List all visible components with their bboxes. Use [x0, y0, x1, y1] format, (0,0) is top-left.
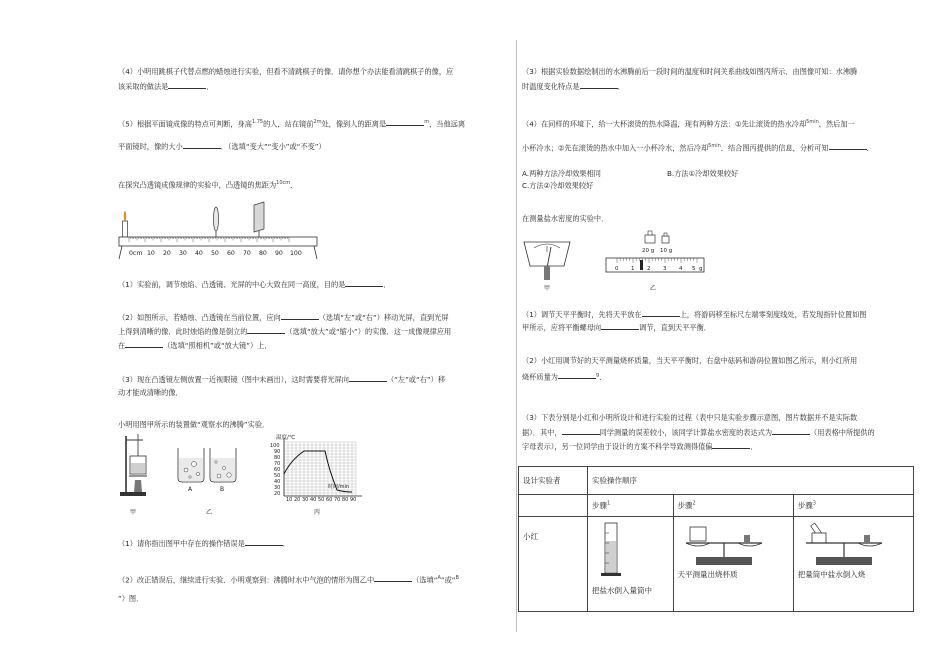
answer-blank[interactable]: [247, 325, 285, 334]
balance-with-beaker-icon: [682, 521, 766, 567]
beaker-label-b: B: [220, 486, 225, 493]
answer-blank[interactable]: [386, 117, 424, 126]
pouring-balance-icon: [802, 521, 886, 567]
xtick-80: 80: [342, 497, 349, 503]
salt-q3-line1: （3）下表分别是小红和小明所设计和进行实验的过程（表中只是实验步骤示意图，图片数据并不是实际数: [522, 413, 858, 422]
salt-intro: 在测量盐水密度的实验中．: [522, 214, 609, 223]
empty-cell: [519, 495, 588, 517]
ruler-label-100: 100: [290, 250, 302, 257]
lens: [213, 207, 218, 237]
xtick-60: 60: [326, 497, 333, 503]
answer-blank[interactable]: [183, 140, 221, 149]
ruler-label-70: 70: [243, 250, 251, 257]
fig-label-yi: 乙: [650, 285, 657, 292]
salt-q2-line2: 烧杯质量为 $^g$．: [522, 372, 607, 382]
rider: [640, 260, 643, 270]
step1-caption: 把盐水倒入量筒中: [592, 586, 652, 595]
beaker-a: [178, 448, 204, 482]
ytick-40: 40: [274, 479, 281, 485]
temperature-graph: [284, 438, 362, 496]
stand-apparatus: [120, 434, 147, 496]
left-q5-line2: 平面镜时，像的大小 ．（选填“变大”“变小”或“不变”）: [118, 142, 326, 151]
salt-q2-line1: （2）小红用调节好的天平测量烧杯质量，当天平平衡时，右盘中砝码和游码位置如图乙所示，则小红所用: [522, 356, 858, 365]
lens-q3-line2: 动才能成清晰的像．: [118, 388, 183, 397]
answer-blank[interactable]: [281, 311, 319, 320]
step-2: 步骤$^2$: [673, 495, 793, 517]
ruler-label-60: 60: [227, 250, 235, 257]
ruler-label-10: 10: [147, 250, 155, 257]
rider-scale: [606, 258, 704, 272]
boil-q2-line2: ”）图．: [118, 594, 144, 603]
scale-label-4: 4: [679, 266, 683, 272]
answer-blank[interactable]: [558, 370, 596, 379]
right-q4-line2: 小杯冷水；②先在滚烫的热水中加入一小杯冷水，然后冷却$^{5min}$．结合图丙提供的信息，分析可知 ．: [522, 143, 874, 153]
ytick-90: 90: [274, 449, 281, 455]
ruler-label-0: 0cm: [129, 250, 143, 257]
table-row: [519, 517, 914, 612]
scale-label-5: 5: [692, 266, 696, 272]
beaker-b: [210, 448, 236, 482]
balance-dial: [524, 242, 570, 280]
answer-blank[interactable]: [601, 321, 639, 330]
balance-figure: [520, 226, 720, 292]
salt-q3-line3: 字母表示），另一位同学由于设计的方案不科学导致测得值偏 ．: [522, 442, 758, 451]
ruler-label-40: 40: [195, 250, 203, 257]
left-q4-line2: 该采取的做法是 ．: [118, 82, 214, 91]
ytick-100: 100: [270, 443, 280, 449]
answer-blank[interactable]: [772, 426, 810, 435]
xtick-30: 30: [302, 497, 309, 503]
step1-cell: [588, 517, 674, 612]
xtick-40: 40: [310, 497, 317, 503]
xtick-90: 90: [350, 497, 357, 503]
step-1: 步骤$^1$: [588, 495, 674, 517]
optical-bench-figure: [116, 197, 322, 263]
xtick-20: 20: [294, 497, 301, 503]
header-designer: 设计实验者: [519, 467, 588, 495]
answer-blank[interactable]: [580, 80, 618, 89]
salt-q3-line2: 据）．其中， 同学测量的误差较小，该同学计算盐水密度的表达式为 （用表格中所提供的: [522, 428, 875, 437]
answer-blank[interactable]: [562, 426, 600, 435]
left-q5-line1: （5）根据平面镜成像的特点可判断，身高$^{1.75}$的人，站在镜前$^{2m}$处，像到人的距离是 $^m$，当他远离: [118, 119, 466, 129]
step3-cell: [793, 517, 913, 612]
ytick-70: 70: [274, 461, 281, 467]
graph-ytick-labels: [270, 443, 280, 497]
boiling-figure: [116, 430, 366, 516]
scale-label-2: 2: [647, 266, 651, 272]
lens-intro: 在探究凸透镜成像规律的实验中，凸透镜的焦距为$^{10cm}$．: [118, 180, 298, 190]
ruler-label-20: 20: [163, 250, 171, 257]
lens-q2-line1: （2）如图所示，若蜡烛、凸透镜在当前位置，应向 （选填“左”或“右”）移动光屏，直到光屏: [118, 313, 449, 322]
answer-blank[interactable]: [829, 141, 867, 150]
boil-q1: （1）请你指出图甲中存在的操作错误是 ．: [118, 539, 290, 548]
cylinder-icon: [596, 519, 626, 581]
weight-10g: [662, 233, 669, 243]
left-q4-line1: （4）小明用跳棋子代替点燃的蜡烛进行实验，但看不清跳棋子的像．请你想个办法能看清跳棋子的像，应: [118, 67, 454, 76]
ytick-50: 50: [274, 473, 281, 479]
weight-label-10g: 10 g: [660, 248, 673, 254]
xtick-70: 70: [334, 497, 341, 503]
step2-caption: 天平测量出烧杯质: [677, 570, 738, 579]
right-q4-line1: （4）在同样的环境下，给一大杯滚烫的热水降温，现有两种方法：①先让滚烫的热水冷却$^{5min}$，然后加一: [522, 119, 855, 129]
scale-label-unit: g: [699, 266, 703, 272]
graph-ylabel: 温度/℃: [276, 435, 296, 441]
right-q3-line2: 时温度变化特点是 ．: [522, 82, 625, 91]
answer-blank[interactable]: [245, 537, 283, 546]
screen: [254, 202, 264, 237]
salt-q1-line2: 甲所示，应将平衡螺母向 调节，直到天平平衡．: [522, 323, 711, 332]
table-step-row: [519, 495, 914, 517]
column-divider: [516, 40, 517, 632]
ytick-80: 80: [274, 455, 281, 461]
ytick-20: 20: [274, 491, 281, 497]
beaker-label-a: A: [188, 486, 193, 493]
answer-blank[interactable]: [374, 573, 412, 582]
fig-label-yi: 乙: [206, 509, 213, 516]
answer-blank[interactable]: [345, 278, 383, 287]
answer-blank[interactable]: [168, 80, 206, 89]
boil-intro: 小明用图甲所示的装置做“观察水的沸腾”实验．: [118, 420, 270, 429]
candle: [123, 211, 128, 237]
ytick-30: 30: [274, 485, 281, 491]
lens-q3-line1: （3）现在凸透镜左侧放置一近视眼镜（图中未画出），这时需要将光屏向 （“左”或“右”）移: [118, 375, 446, 384]
table-header-row: [519, 467, 914, 495]
step2-cell: [673, 517, 793, 612]
lens-q2-line2: 上得到清晰的像．此时烛焰的像是倒立的 （选填“放大”或“缩小”）的实像．这一成像规律应用: [118, 327, 452, 336]
scale-label-1: 1: [631, 266, 635, 272]
boil-q2-line1: （2）改正错误后，继续进行实验．小明观察到：沸腾时水中气泡的情形为图乙中 （选填“$^A$”或“$^B$: [118, 575, 459, 585]
answer-blank[interactable]: [349, 373, 387, 382]
weight-label-20g: 20 g: [642, 248, 655, 254]
fig-label-bing: 丙: [314, 509, 321, 516]
lens-q2-line3: 在 （选填“照相机”或“放大镜”）上．: [118, 341, 272, 350]
fig-label-jia: 甲: [130, 509, 137, 516]
answer-blank[interactable]: [125, 339, 163, 348]
xtick-10: 10: [286, 497, 293, 503]
answer-blank[interactable]: [642, 308, 680, 317]
step3-caption: 把量筒中盐水倒入烧: [797, 570, 866, 579]
ruler-label-90: 90: [275, 250, 283, 257]
scale-label-0: 0: [615, 266, 619, 272]
header-procedure: 实验操作顺序: [588, 467, 914, 495]
ruler-label-30: 30: [179, 250, 187, 257]
row-name-xiaohong: 小红: [519, 517, 588, 612]
option-c[interactable]: C.方法②冷却效果较好: [522, 181, 594, 190]
weight-20g: [645, 231, 655, 243]
xtick-50: 50: [318, 497, 325, 503]
ytick-60: 60: [274, 467, 281, 473]
step-3: 步骤$^3$: [793, 495, 913, 517]
ruler-labels: [129, 250, 302, 257]
right-q3-line1: （3）根据实验数据绘制出的水沸腾前后一段时间的温度和时间关系曲线如图丙所示．由图像可知：水沸腾: [522, 67, 858, 76]
scale-label-3: 3: [663, 266, 667, 272]
graph-xtick-labels: [286, 497, 356, 503]
experiment-table: [518, 466, 914, 612]
option-a[interactable]: A.两种方法冷却效果相同: [522, 169, 601, 178]
ruler-label-50: 50: [211, 250, 219, 257]
fig-label-jia: 甲: [544, 285, 551, 292]
option-b[interactable]: B.方法①冷却效果较好: [667, 169, 739, 178]
salt-q1-line1: （1）调节天平平衡时，先将天平放在 上，将游码移至标尺左端零刻度线处，若发现指针位置如图: [522, 310, 867, 319]
ruler-label-80: 80: [259, 250, 267, 257]
lens-q1: （1）实验前，调节烛焰、凸透镜、光屏的中心大致在同一高度，目的是 ．: [118, 280, 391, 289]
answer-blank[interactable]: [712, 440, 750, 449]
graph-xlabel: 时间/min: [328, 484, 350, 490]
